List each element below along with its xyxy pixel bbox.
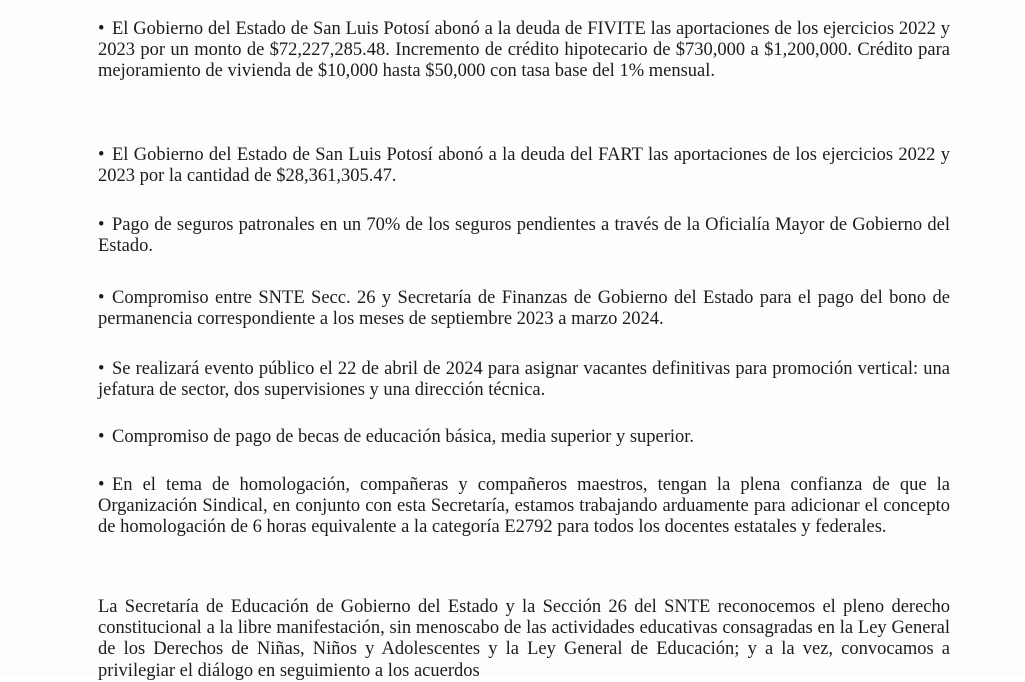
paragraph-text: Se realizará evento público el 22 de abril de 2024 para asignar vacantes definitivas para promoción vertical: una jefatura de sector, dos supervisiones y una dirección técnica. (98, 359, 950, 401)
paragraph-text: Compromiso de pago de becas de educación básica, media superior y superior. (112, 427, 695, 447)
bullet-marker: • (98, 215, 105, 235)
bullet-marker: • (98, 19, 105, 39)
bullet-paragraph-fart (98, 145, 950, 187)
bullet-marker: • (98, 475, 105, 495)
paragraph-text: Compromiso entre SNTE Secc. 26 y Secretaría de Finanzas de Gobierno del Estado para el pago del bono de permanencia correspondiente a los meses de septiembre 2023 a marzo 2024. (98, 288, 950, 330)
bullet-paragraph-fivite (98, 19, 950, 83)
bullet-paragraph-homologacion (98, 475, 950, 539)
bullet-marker: • (98, 359, 105, 379)
bullet-marker: • (98, 145, 105, 165)
bullet-paragraph-seguros (98, 215, 950, 257)
paragraph-text: El Gobierno del Estado de San Luis Potosí abonó a la deuda de FIVITE las aportaciones de los ejercicios 2022 y 2023 por un monto de $72,227,285.48. Incremento de crédito hipotecario de $730,000 a $1,200,000. Crédito para mejoramiento de vivienda de $10,000 hasta $50,000 con tasa base del 1% mensual. (98, 19, 950, 82)
closing-paragraph: La Secretaría de Educación de Gobierno del Estado y la Sección 26 del SNTE reconocemos el pleno derecho constitucional a la libre manifestación, sin menoscabo de las actividades educativas consagradas en la Ley General de los Derechos de Niñas, Niños y Adolescentes y la Ley General de Educación; y a la vez, convocamos a privilegiar el diálogo en seguimiento a los acuerdos (98, 597, 950, 681)
paragraph-text: En el tema de homologación, compañeras y compañeros maestros, tengan la plena confianza de que la Organización Sindical, en conjunto con esta Secretaría, estamos trabajando arduamente para adicionar el concepto de homologación de 6 horas equivalente a la categoría E2792 para todos los docentes estatales y federales. (98, 475, 950, 538)
bullet-paragraph-becas (98, 427, 950, 448)
bullet-paragraph-bono (98, 288, 950, 330)
paragraph-text: Pago de seguros patronales en un 70% de los seguros pendientes a través de la Oficialía Mayor de Gobierno del Estado. (98, 215, 950, 257)
paragraph-text: El Gobierno del Estado de San Luis Potosí abonó a la deuda del FART las aportaciones de los ejercicios 2022 y 2023 por la cantidad de $28,361,305.47. (98, 145, 950, 187)
bullet-marker: • (98, 427, 105, 447)
bullet-marker: • (98, 288, 105, 308)
bullet-paragraph-evento (98, 359, 950, 401)
